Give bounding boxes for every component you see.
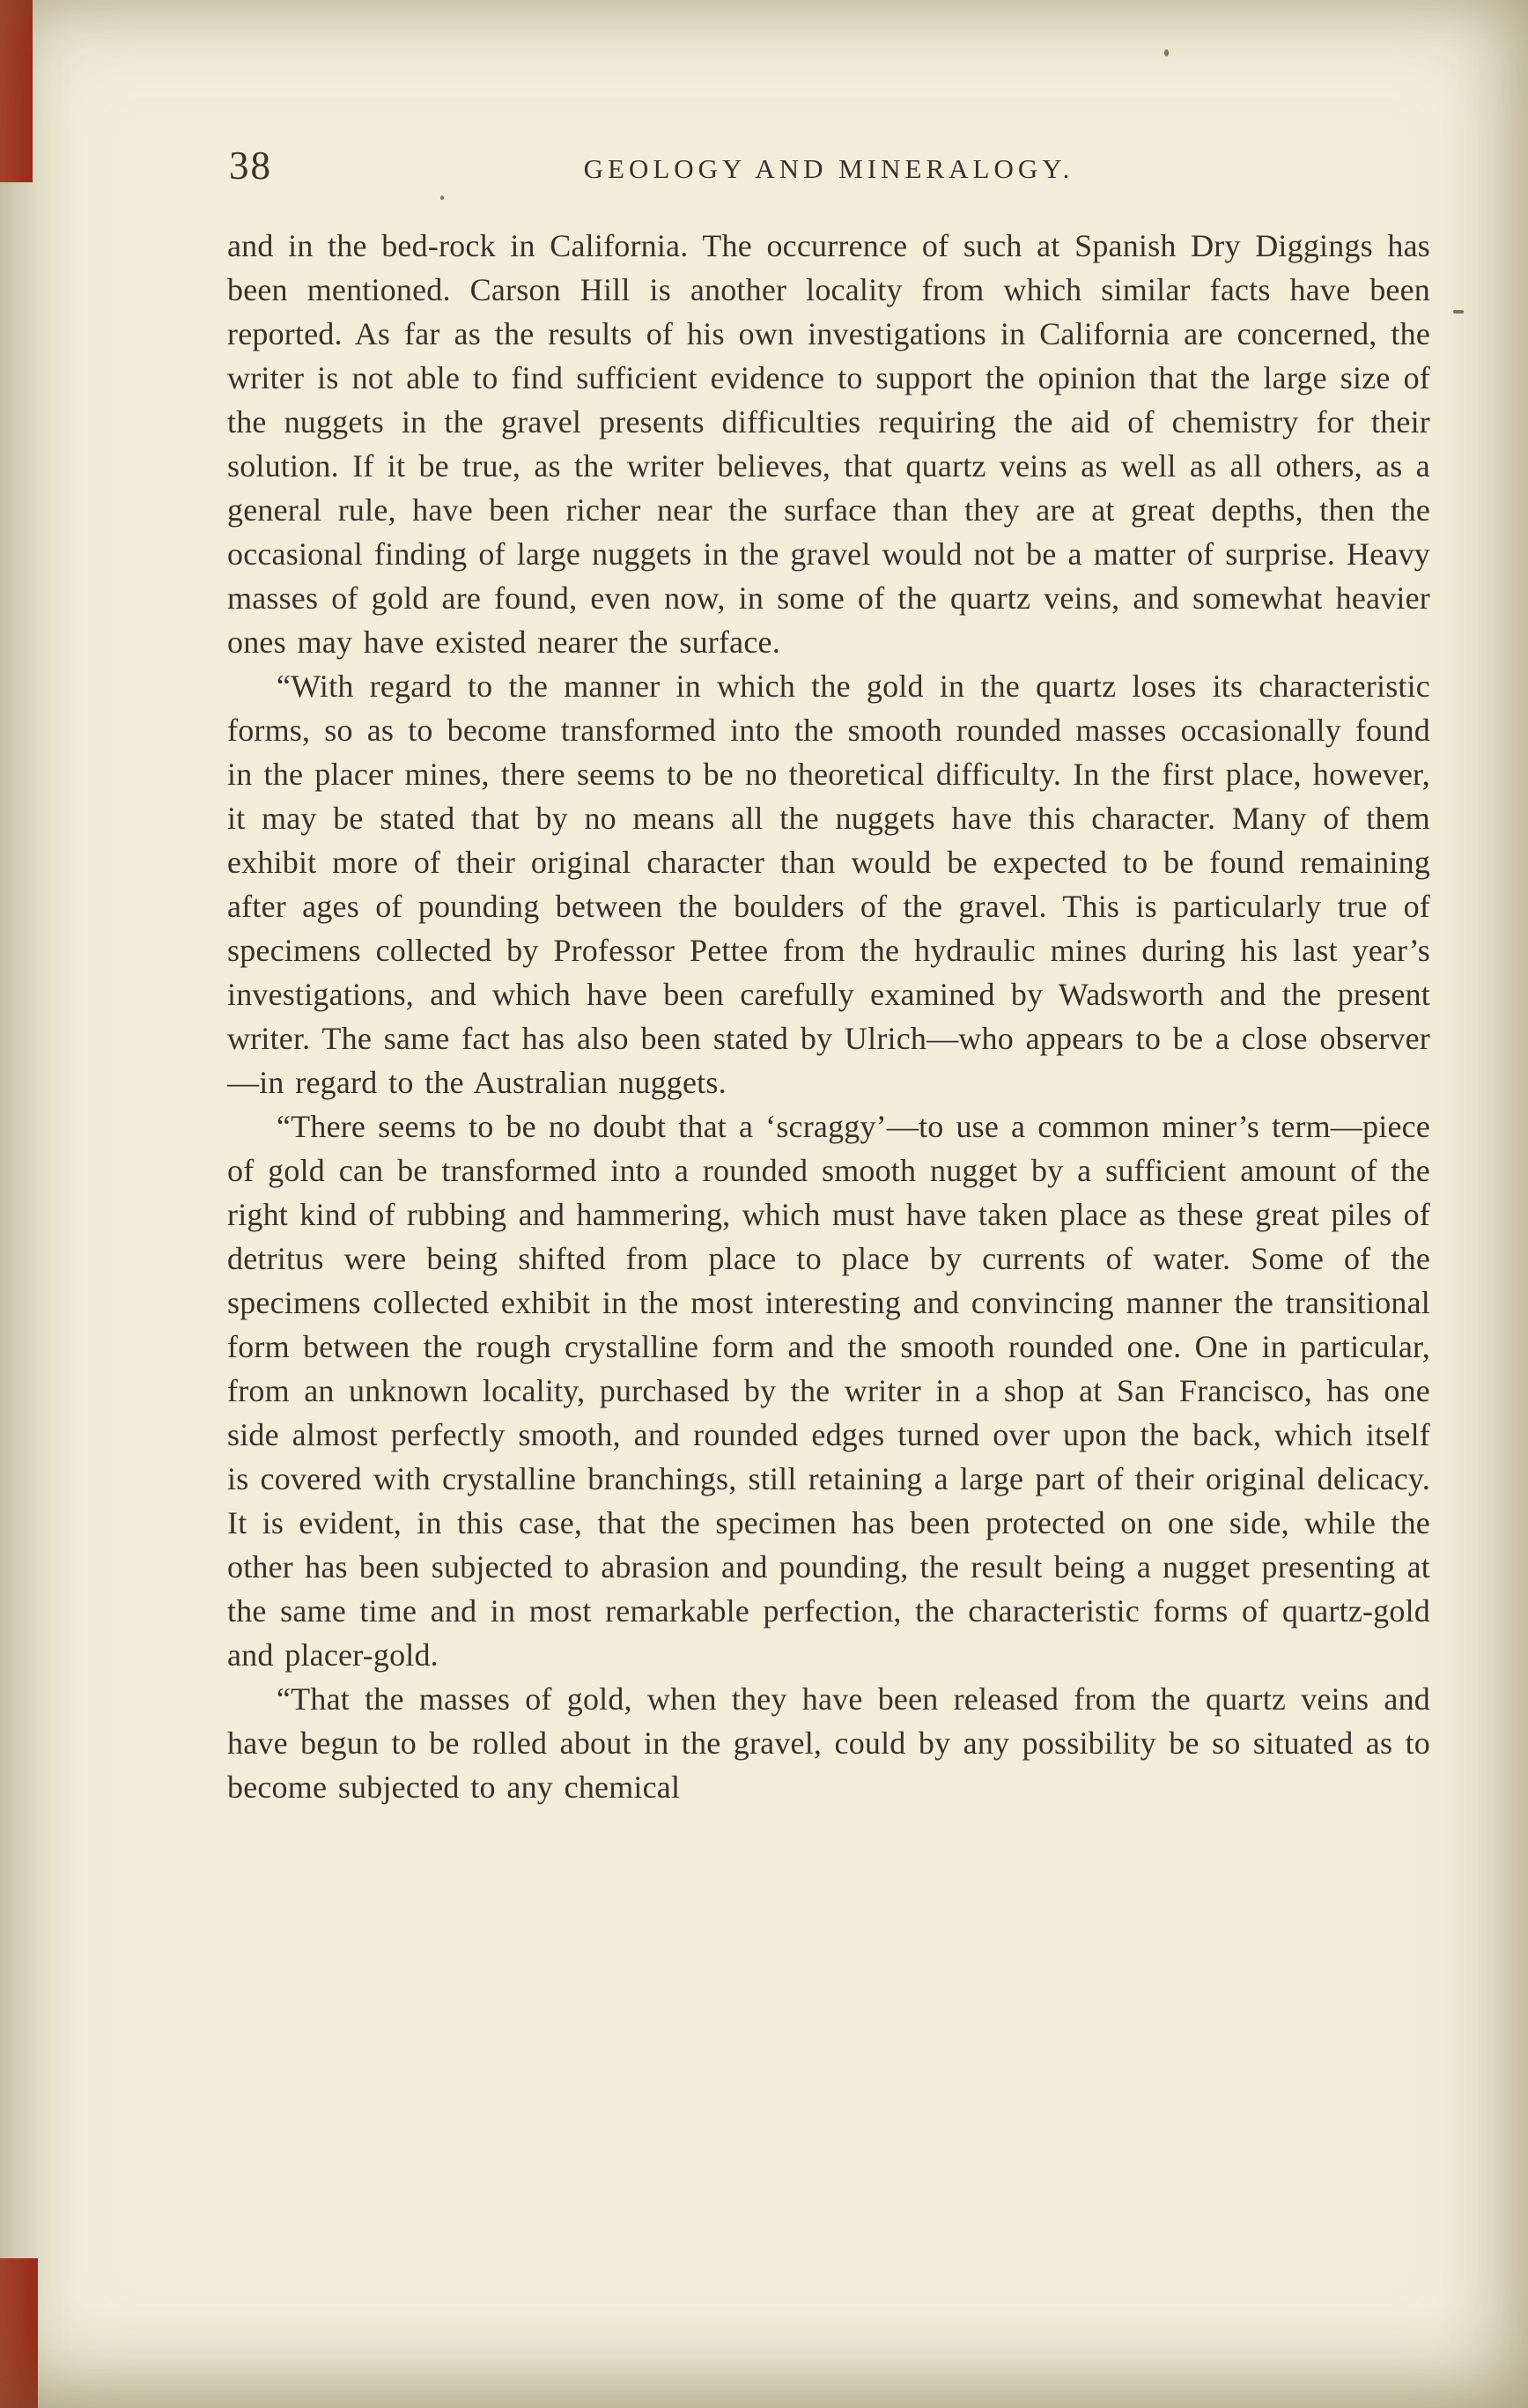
paragraph: and in the bed-rock in California. The occurrence of such at Spanish Dry Diggings has been mentioned. Carson Hill is another locality from which similar facts have been reported. As far as the results of his own investigations in California are concerned, the writer is not able to find sufficient evidence to support the opinion that the large size of the nuggets in the gravel presents difficulties requiring the aid of chemistry for their solution. If it be true, as the writer believes, that quartz veins as well as all others, as a general rule, have been richer near the surface than they are at great depths, then the occasional finding of large nuggets in the gravel would not be a matter of surprise. Heavy masses of gold are found, even now, in some of the quartz veins, and somewhat heavier ones may have existed nearer the surface. — [227, 228, 1430, 660]
ink-speck — [1164, 49, 1169, 56]
page-body — [227, 224, 1430, 1809]
page-number: 38 — [229, 144, 272, 188]
paragraph: “That the masses of gold, when they have been released from the quartz veins and have begun to be rolled about in the gravel, could by any possibility be so situated as to become subjected to any chemical — [227, 1681, 1430, 1805]
running-title: GEOLOGY AND MINERALOGY. — [583, 153, 1074, 184]
paragraph: “With regard to the manner in which the gold in the quartz loses its characteristic forms, so as to become transformed into the smooth rounded masses occasionally found in the placer mines, there seems to be no theoretical difficulty. In the first place, however, it may be stated that by no means all the nuggets have this character. Many of them exhibit more of their original character than would be expected to be found remaining after ages of pounding between the boulders of the gravel. This is particularly true of specimens collected by Professor Pettee from the hydraulic mines during his last year’s investigations, and which have been carefully examined by Wadsworth and the present writer. The same fact has also been stated by Ulrich—who appears to be a close observer—in regard to the Australian nuggets. — [227, 668, 1430, 1100]
red-binding-edge-top — [0, 0, 33, 182]
page-header — [227, 139, 1430, 197]
red-binding-edge-bottom — [0, 2258, 38, 2408]
ink-speck — [1453, 310, 1464, 314]
paragraph: “There seems to be no doubt that a ‘scraggy’—to use a common miner’s term—piece of gold can be transformed into a rounded smooth nugget by a sufficient amount of the right kind of rubbing and hammering, which must have taken place as these great piles of detritus were being shifted from place to place by currents of water. Some of the specimens collected exhibit in the most interesting and convincing manner the transitional form between the rough crystalline form and the smooth rounded one. One in particular, from an unknown locality, purchased by the writer in a shop at San Francisco, has one side almost perfectly smooth, and rounded edges turned over upon the back, which itself is covered with crystalline branchings, still retaining a large part of their original delicacy. It is evident, in this case, that the specimen has been protected on one side, while the other has been subjected to abrasion and pounding, the result being a nugget presenting at the same time and in most remarkable perfection, the characteristic forms of quartz-gold and placer-gold. — [227, 1109, 1430, 1673]
